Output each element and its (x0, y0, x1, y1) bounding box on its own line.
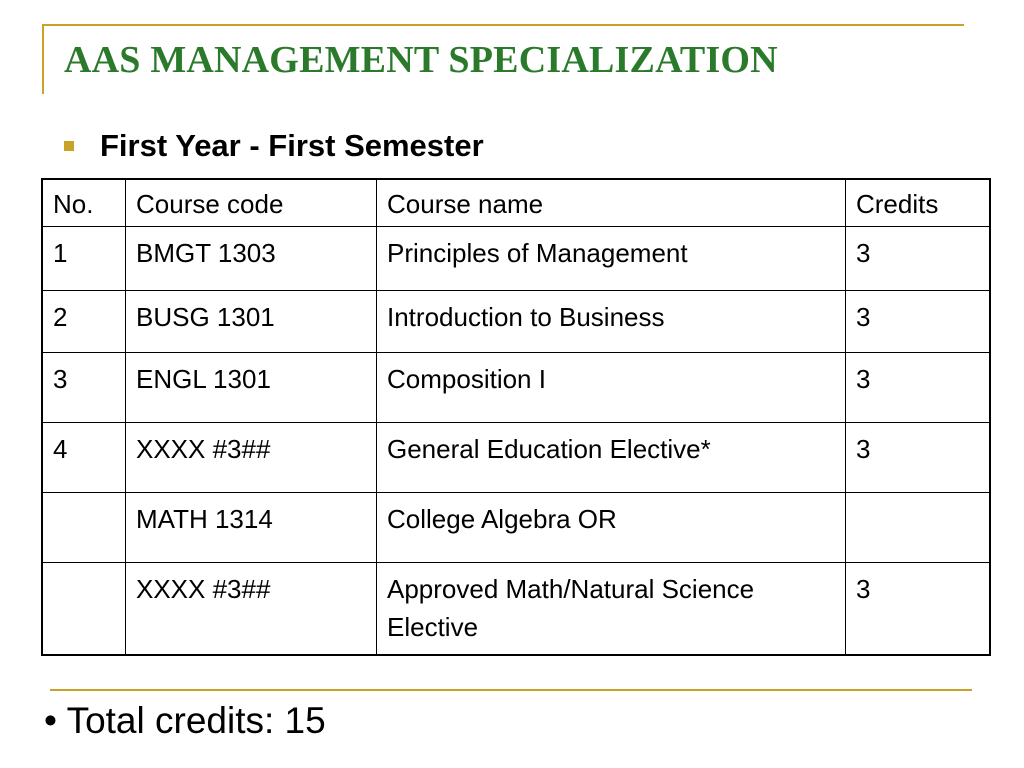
cell-course-code: XXXX #3## (126, 423, 377, 493)
cell-no: 4 (42, 423, 126, 493)
cell-no (42, 493, 126, 563)
slide-title: AAS MANAGEMENT SPECIALIZATION (64, 39, 778, 81)
square-bullet-icon (64, 141, 74, 151)
cell-credits: 3 (846, 353, 991, 423)
table-row (42, 563, 990, 655)
cell-course-code: XXXX #3## (126, 563, 377, 655)
table-row (42, 227, 990, 291)
cell-course-name: Composition I (377, 353, 846, 423)
table-row (42, 353, 990, 423)
cell-course-code: BUSG 1301 (126, 291, 377, 353)
cell-course-name: General Education Elective* (377, 423, 846, 493)
cell-course-code: MATH 1314 (126, 493, 377, 563)
cell-course-name: Introduction to Business (377, 291, 846, 353)
cell-no: 3 (42, 353, 126, 423)
header-course-name: Course name (377, 179, 846, 227)
table-row (42, 423, 990, 493)
table-header-row (42, 179, 990, 227)
cell-credits (846, 493, 991, 563)
accent-vertical-line (42, 24, 44, 94)
accent-top-line (42, 24, 964, 26)
total-credits: • Total credits: 15 (44, 700, 326, 741)
table-row (42, 291, 990, 353)
cell-course-code: ENGL 1301 (126, 353, 377, 423)
semester-heading: First Year - First Semester (100, 128, 484, 163)
header-no: No. (42, 179, 126, 227)
cell-no (42, 563, 126, 655)
course-table (41, 178, 991, 656)
header-credits: Credits (846, 179, 991, 227)
cell-course-name: Principles of Management (377, 227, 846, 291)
cell-credits: 3 (846, 423, 991, 493)
cell-no: 2 (42, 291, 126, 353)
cell-course-name: Approved Math/Natural Science Elective (377, 563, 846, 655)
cell-credits: 3 (846, 291, 991, 353)
cell-course-code: BMGT 1303 (126, 227, 377, 291)
header-course-code: Course code (126, 179, 377, 227)
accent-bottom-line (50, 689, 972, 691)
cell-credits: 3 (846, 563, 991, 655)
cell-credits: 3 (846, 227, 991, 291)
cell-no: 1 (42, 227, 126, 291)
cell-course-name: College Algebra OR (377, 493, 846, 563)
table-row (42, 493, 990, 563)
subheading-row (64, 128, 484, 164)
